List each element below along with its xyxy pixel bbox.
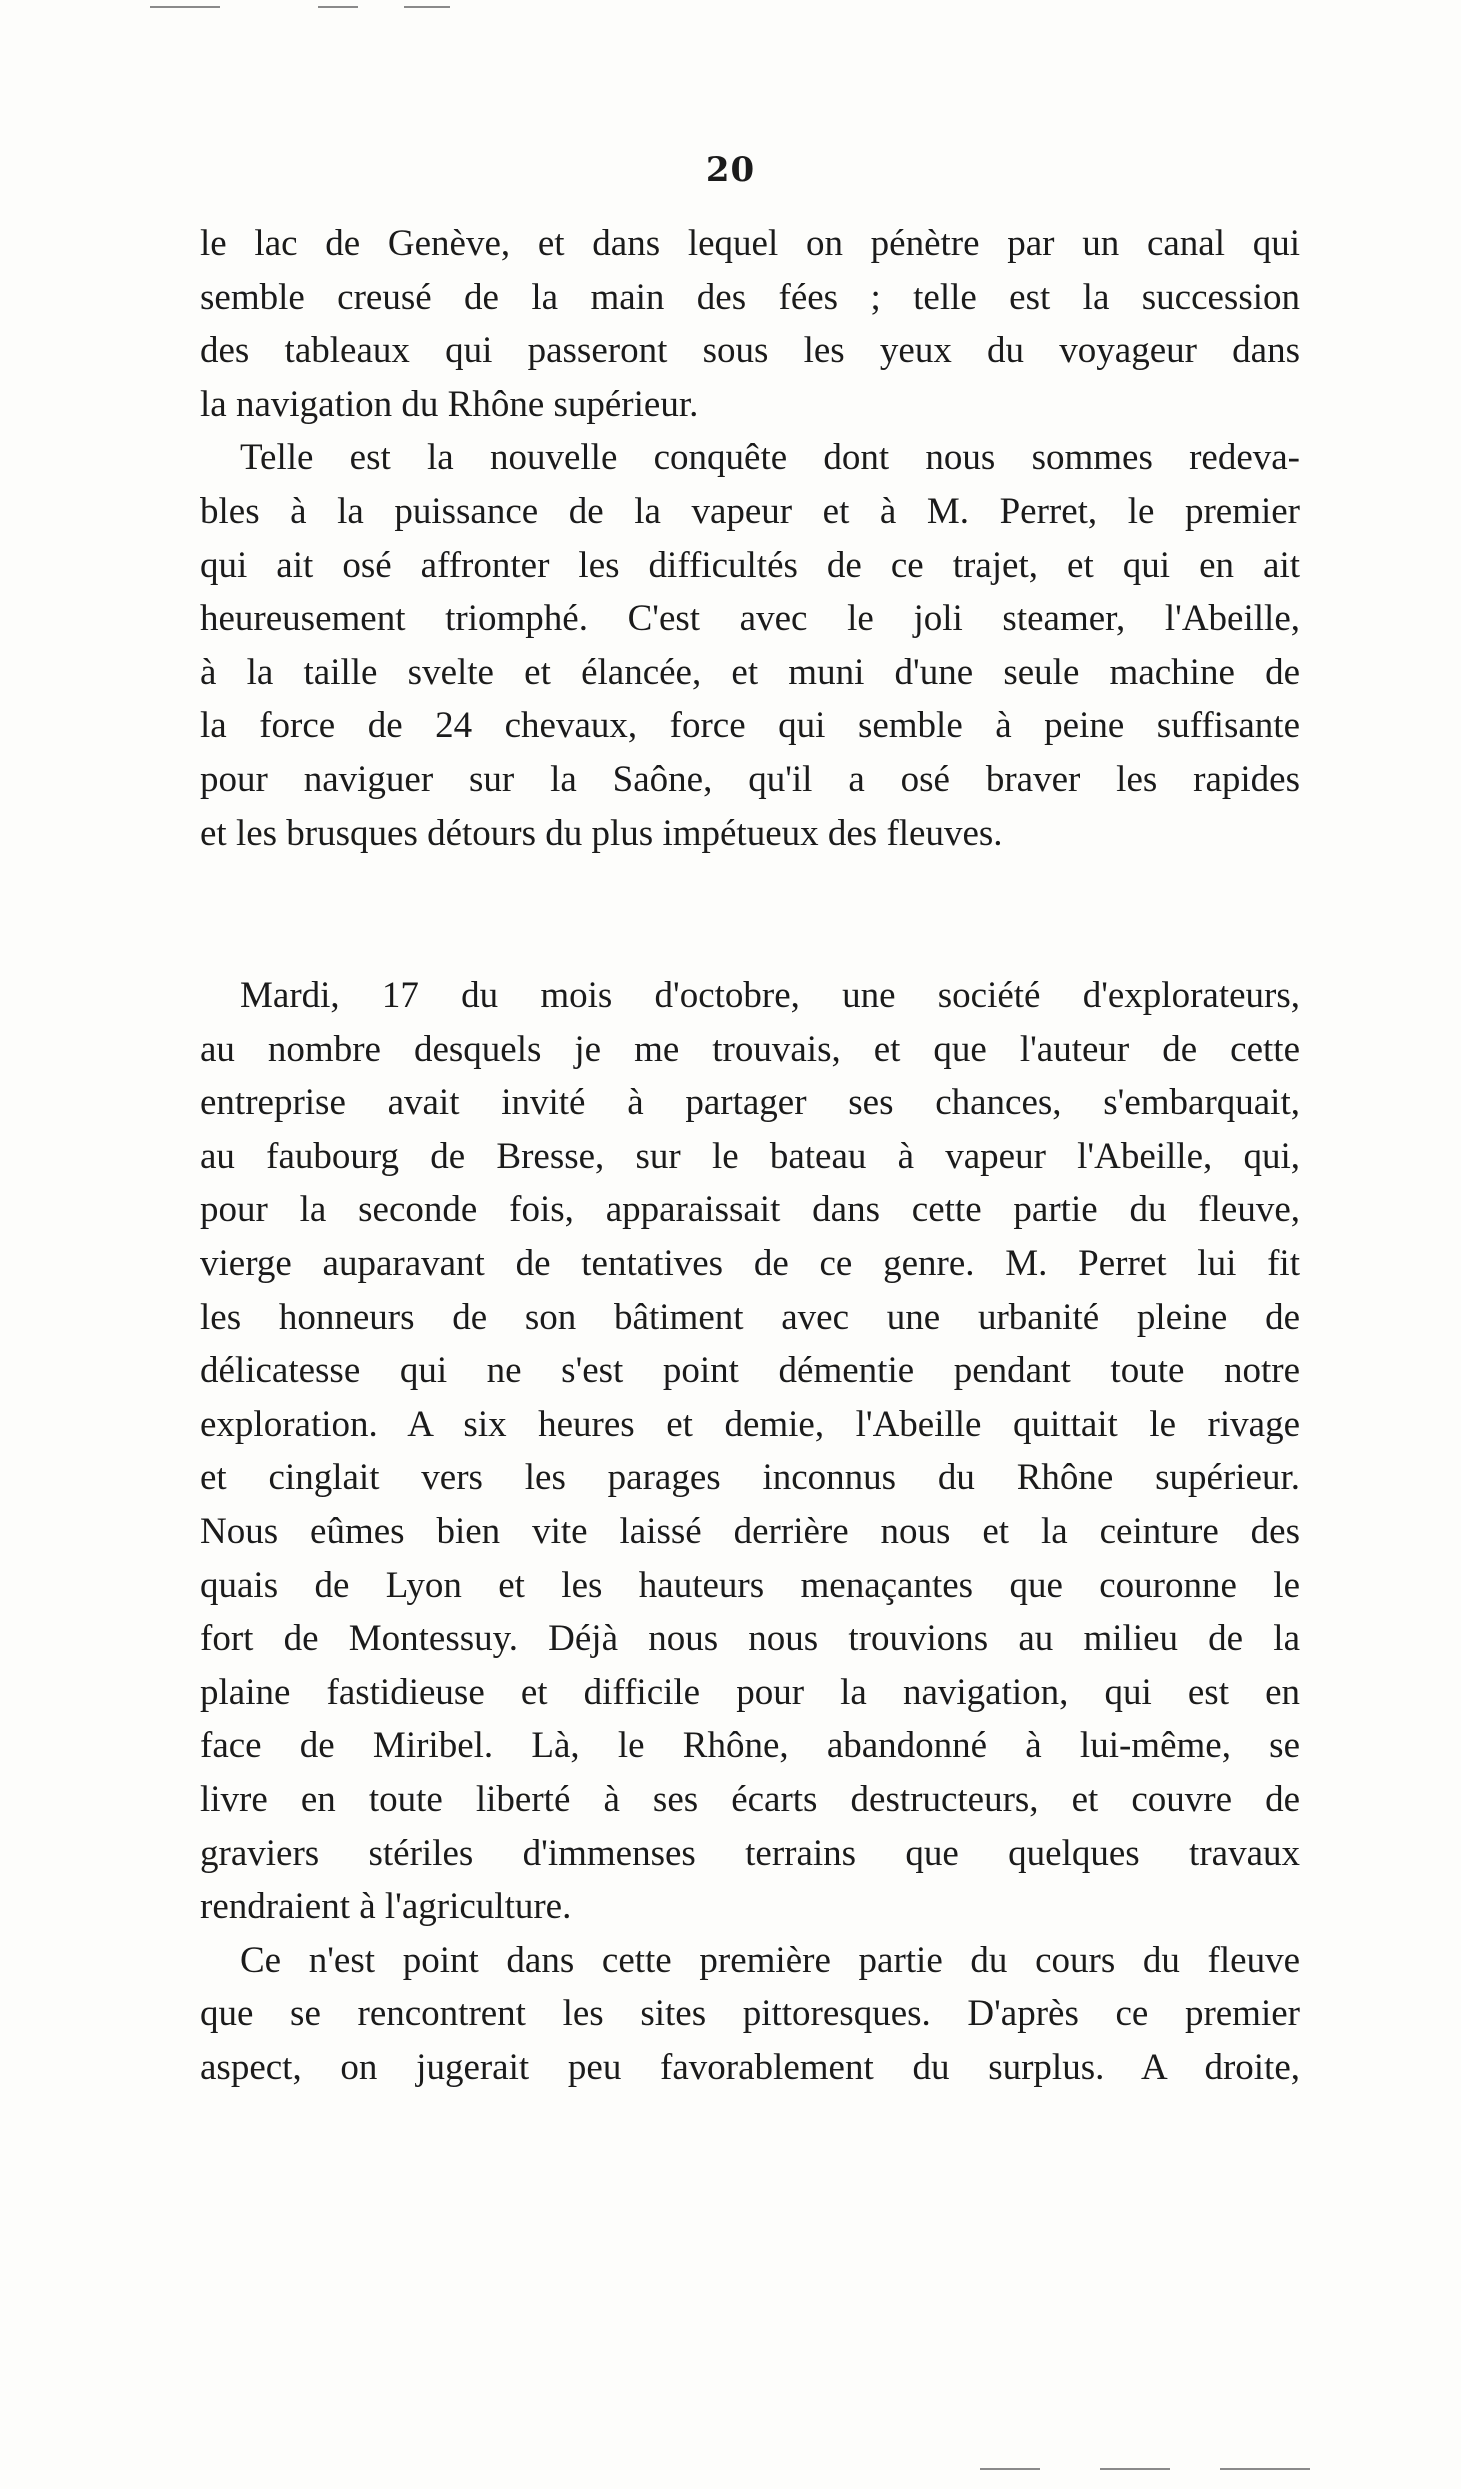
text-line: rendraient à l'agriculture. [200, 1886, 572, 1928]
text-line: semble creusé de la main des fées ; telle est la succession [200, 276, 1300, 318]
text-line: des tableaux qui passeront sous les yeux du voyageur dans [200, 330, 1300, 372]
scan-mark-bottom-2 [1100, 2468, 1170, 2470]
text-line: entreprise avait invité à partager ses chances, s'embarquait, [200, 1082, 1300, 1124]
text-line: le lac de Genève, et dans lequel on pénètre par un canal qui [200, 223, 1300, 264]
text-line: graviers stériles d'immenses terrains que quelques travaux [200, 1832, 1300, 1874]
paragraph-block-1 [200, 217, 1300, 860]
text-line: plaine fastidieuse et difficile pour la navigation, qui est en [200, 1671, 1300, 1713]
text-line: face de Miribel. Là, le Rhône, abandonné à lui-même, se [200, 1725, 1300, 1767]
text-line: Nous eûmes bien vite laissé derrière nous et la ceinture des [200, 1510, 1300, 1552]
page-number: 20 [705, 150, 756, 190]
text-line: au faubourg de Bresse, sur le bateau à vapeur l'Abeille, qui, [200, 1135, 1300, 1177]
text-line: qui ait osé affronter les difficultés de ce trajet, et qui en ait [200, 544, 1300, 586]
text-line: les honneurs de son bâtiment avec une urbanité pleine de [200, 1296, 1300, 1338]
text-line: exploration. A six heures et demie, l'Abeille quittait le rivage [200, 1403, 1300, 1445]
text-line: la navigation du Rhône supérieur. [200, 383, 699, 425]
text-line: que se rencontrent les sites pittoresques. D'après ce premier [200, 1993, 1300, 2035]
text-line: et les brusques détours du plus impétueux des fleuves. [200, 812, 1003, 854]
scan-mark-top-3 [404, 6, 450, 8]
scan-mark-bottom-1 [980, 2468, 1040, 2470]
text-line: délicatesse qui ne s'est point démentie pendant toute notre [200, 1350, 1300, 1392]
scan-mark-top-2 [318, 6, 358, 8]
text-line: au nombre desquels je me trouvais, et que l'auteur de cette [200, 1028, 1300, 1070]
text-line: fort de Montessuy. Déjà nous nous trouvions au milieu de la [200, 1618, 1300, 1660]
text-line: et cinglait vers les parages inconnus du Rhône supérieur. [200, 1457, 1300, 1499]
text-line: Mardi, 17 du mois d'octobre, une société d'explorateurs, [240, 975, 1300, 1016]
text-line: la force de 24 chevaux, force qui semble à peine suffisante [200, 705, 1300, 747]
text-line: Ce n'est point dans cette première partie du cours du fleuve [240, 1939, 1300, 1981]
paragraph-block-2 [200, 969, 1300, 2094]
scan-mark-bottom-3 [1220, 2468, 1310, 2470]
text-line: vierge auparavant de tentatives de ce genre. M. Perret lui fit [200, 1242, 1300, 1284]
scan-mark-top-1 [150, 6, 220, 8]
text-line: heureusement triomphé. C'est avec le joli steamer, l'Abeille, [200, 598, 1300, 640]
text-line: quais de Lyon et les hauteurs menaçantes que couronne le [200, 1564, 1300, 1606]
text-line: Telle est la nouvelle conquête dont nous sommes redeva- [240, 437, 1300, 479]
text-line: bles à la puissance de la vapeur et à M. Perret, le premier [200, 490, 1300, 532]
text-line: livre en toute liberté à ses écarts destructeurs, et couvre de [200, 1778, 1300, 1820]
text-line: aspect, on jugerait peu favorablement du surplus. A droite, [200, 2046, 1300, 2088]
text-line: pour naviguer sur la Saône, qu'il a osé braver les rapides [200, 758, 1300, 800]
text-line: à la taille svelte et élancée, et muni d'une seule machine de [200, 651, 1300, 693]
text-line: pour la seconde fois, apparaissait dans cette partie du fleuve, [200, 1189, 1300, 1231]
